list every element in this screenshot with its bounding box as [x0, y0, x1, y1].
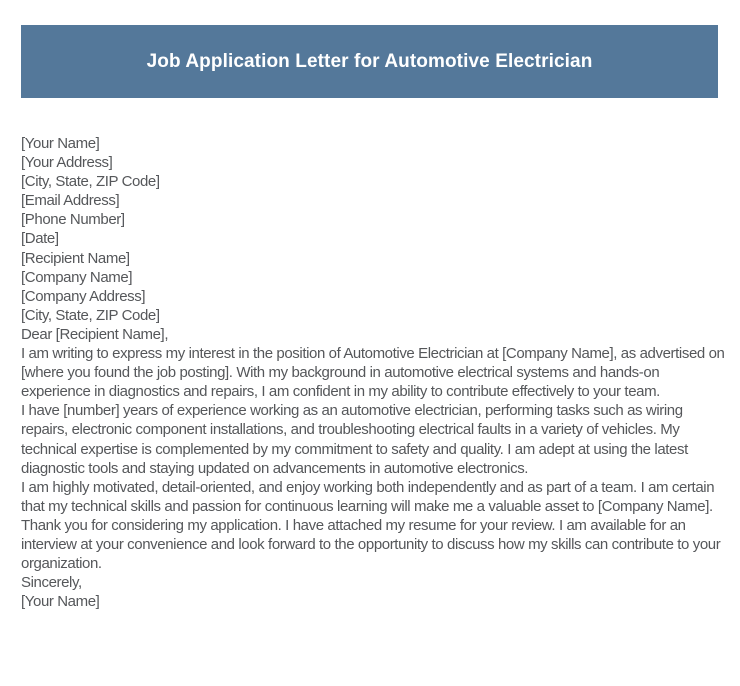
title-banner: [21, 25, 718, 98]
date-line: [Date]: [21, 230, 59, 248]
sender-email-line: [Email Address]: [21, 192, 120, 210]
sender-address-line: [Your Address]: [21, 154, 113, 172]
paragraph-experience: I have [number] years of experience working as an automotive electrician, performing tasks such as wiring repairs, electronic component installations, and troubleshooting electrical faults in a variety of vehicles. My technical expertise is complemented by my commitment to safety and quality. I am adept at using the latest diagnostic tools and staying updated on advancements in automotive electronics.: [21, 402, 688, 477]
recipient-name-line: [Recipient Name]: [21, 249, 130, 267]
signature-line: [Your Name]: [21, 593, 100, 611]
sender-phone-line: [Phone Number]: [21, 211, 125, 229]
page-title: Job Application Letter for Automotive Electrician: [146, 50, 593, 72]
paragraph-introduction: I am writing to express my interest in the position of Automotive Electrician at [Company Name], as advertised on [where you found the job posting]. With my background in automotive electrical systems and hands-on experience in diagnostics and repairs, I am confident in my ability to contribute effectively to your team.: [21, 345, 725, 401]
company-address-line: [Company Address]: [21, 287, 146, 305]
sender-name-line: [Your Name]: [21, 135, 100, 152]
paragraph-motivation: I am highly motivated, detail-oriented, and enjoy working both independently and as part of a team. I am certain that my technical skills and passion for continuous learning will make me a valuable asset to [Company Name].: [21, 478, 715, 515]
recipient-city-line: [City, State, ZIP Code]: [21, 306, 160, 324]
sender-city-line: [City, State, ZIP Code]: [21, 173, 160, 191]
letter-body: [21, 134, 725, 611]
company-name-line: [Company Name]: [21, 268, 133, 286]
paragraph-thanks: Thank you for considering my application. I have attached my resume for your review. I am available for an interview at your convenience and look forward to the opportunity to discuss how my skills can contribute to your organization.: [21, 516, 721, 573]
closing-line: Sincerely,: [21, 574, 82, 592]
salutation-line: Dear [Recipient Name],: [21, 325, 169, 343]
